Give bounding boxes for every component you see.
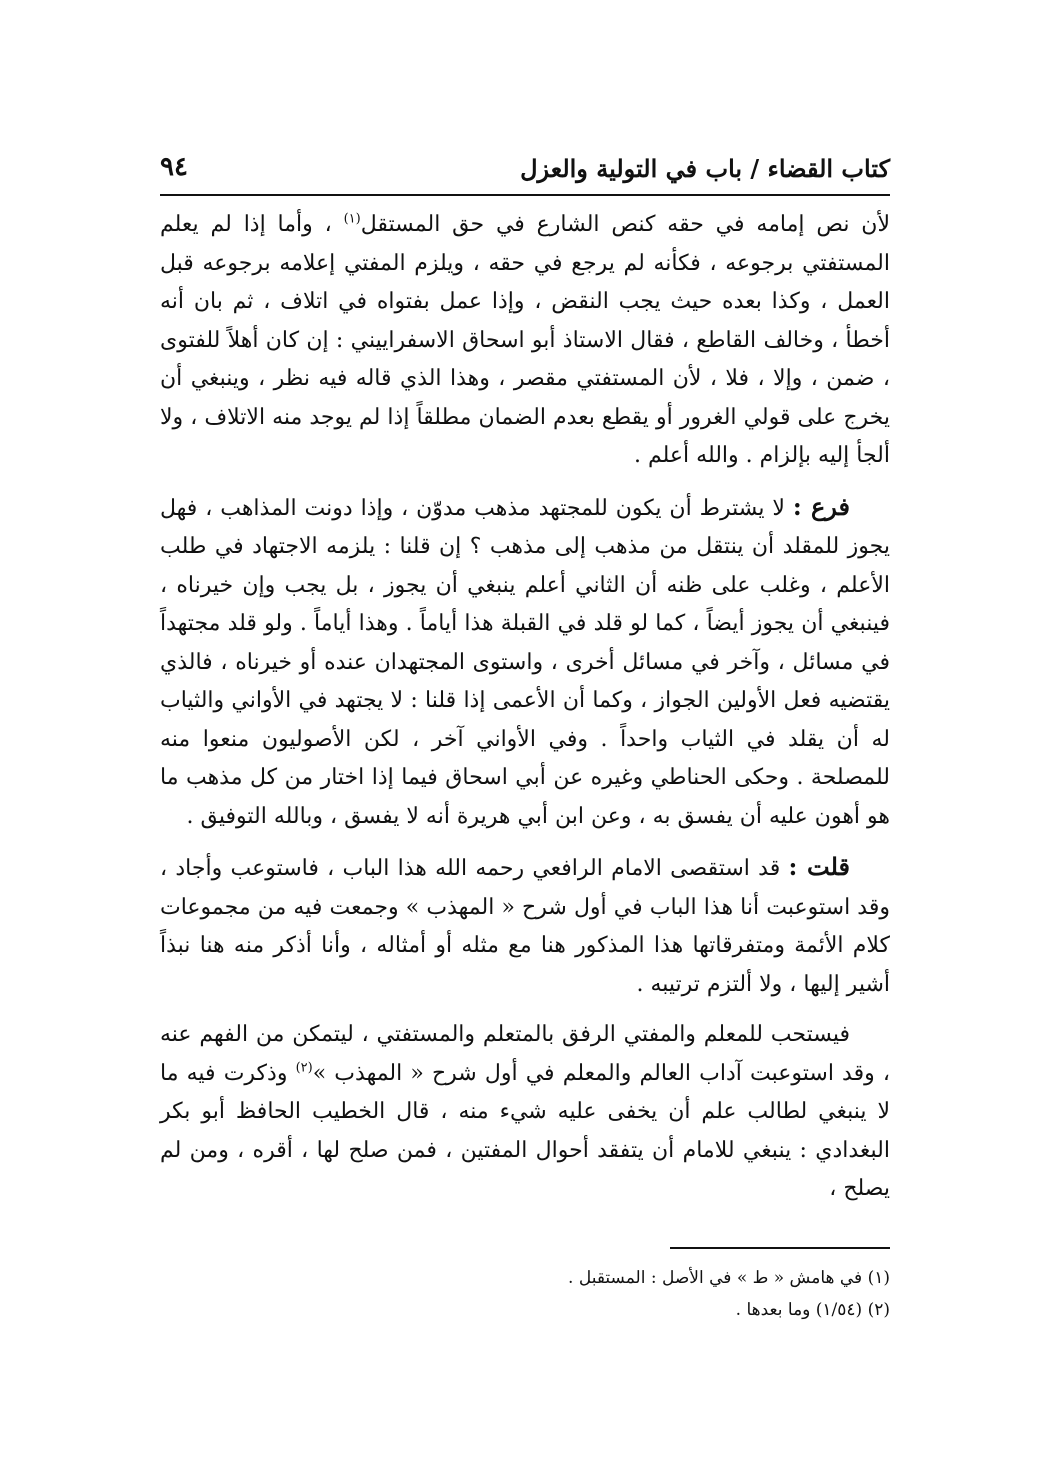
paragraph-3 — [160, 848, 890, 1004]
footnote-1: (١) في هامش « ط » في الأصل : المستقبل . — [568, 1268, 890, 1288]
paragraph-1 — [160, 206, 890, 476]
footnote-rule — [670, 1247, 890, 1249]
header-rule — [160, 194, 890, 196]
paragraph-3-text: قد استقصى الامام الرافعي رحمه الله هذا الباب ، فاستوعب وأجاد ، وقد استوعبت أنا هذا الباب في أول شرح « المهذب » وجمعت فيه من مجموعات كلام الأئمة ومتفرقاتها هذا المذكور هنا مع مثله أو أمثاله ، وأنا أذكر منه هنا نبذاً أشير إليها ، ولا ألتزم ترتيبه . — [160, 856, 890, 997]
page-number: ٩٤ — [160, 152, 188, 182]
paragraph-4 — [160, 1016, 890, 1209]
paragraph-4-continued: وذكرت فيه ما لا ينبغي لطالب علم أن يخفى عليه شيء منه ، قال الخطيب الحافظ أبو بكر البغدادي : ينبغي للامام أن يتفقد أحوال المفتين ، فمن صلح لها ، أقره ، ومن لم يصلح ، — [160, 1060, 890, 1201]
footnotes — [160, 1262, 890, 1326]
paragraph-1-continued: ، وأما إذا لم يعلم المستفتي برجوعه ، فكأنه لم يرجع في حقه ، ويلزم المفتي إعلامه برجوعه قبل العمل ، وكذا بعده حيث يجب النقض ، وإذا عمل بفتواه في اتلاف ، ثم بان أنه أخطأ ، وخالف القاطع ، فقال الاستاذ أبو اسحاق الاسفراييني : إن كان أهلاً للفتوى ، ضمن ، وإلا ، فلا ، لأن المستفتي مقصر ، وهذا الذي قاله فيه نظر ، وينبغي أن يخرج على قولي الغرور أو يقطع بعدم الضمان مطلقاً إذا لم يوجد منه الاتلاف ، ولا ألجأ إليه بإلزام . والله أعلم . — [160, 212, 890, 468]
running-header — [160, 150, 890, 190]
paragraph-3-lead: قلت : — [788, 852, 850, 881]
header-title: كتاب القضاء / باب في التولية والعزل — [520, 154, 890, 183]
paragraph-4-text: فيستحب للمعلم والمفتي الرفق بالمتعلم والمستفتي ، ليتمكن من الفهم عنه ، وقد استوعبت آداب العالم والمعلم في أول شرح « المهذب » — [160, 1022, 890, 1086]
paragraph-2-text: لا يشترط أن يكون للمجتهد مذهب مدوّن ، وإذا دونت المذاهب ، فهل يجوز للمقلد أن ينتقل من مذهب إلى مذهب ؟ إن قلنا : يلزمه الاجتهاد في طلب الأعلم ، وغلب على ظنه أن الثاني أعلم ينبغي أن يجوز ، بل يجب وإن خيرناه ، فينبغي أن يجوز أيضاً ، كما لو قلد في القبلة هذا أياماً . وهذا أياماً . ولو قلد مجتهداً في مسائل ، وآخر في مسائل أخرى ، واستوى المجتهدان عنده أو خيرناه ، فالذي يقتضيه فعل الأولين الجواز ، وكما أن الأعمى إذا قلنا : لا يجتهد في الأواني والثياب له أن يقلد في الثياب واحداً . وفي الأواني آخر ، لكن الأصوليون منعوا منه للمصلحة . وحكى الحناطي وغيره عن أبي اسحاق فيما إذا اختار من كل مذهب ما هو أهون عليه أن يفسق به ، وعن ابن أبي هريرة أنه لا يفسق ، وبالله التوفيق . — [160, 495, 890, 829]
footnote-2: (٢) (١/٥٤) وما بعدها . — [735, 1300, 890, 1320]
paragraph-2 — [160, 488, 890, 837]
paragraph-1-text: لأن نص إمامه في حقه كنص الشارع في حق المستقل — [360, 212, 890, 237]
footnote-marker-2: (٢) — [295, 1060, 313, 1076]
footnote-marker-1: (١) — [343, 211, 361, 227]
paragraph-2-lead: فرع : — [792, 491, 851, 521]
body-text — [160, 206, 890, 1209]
